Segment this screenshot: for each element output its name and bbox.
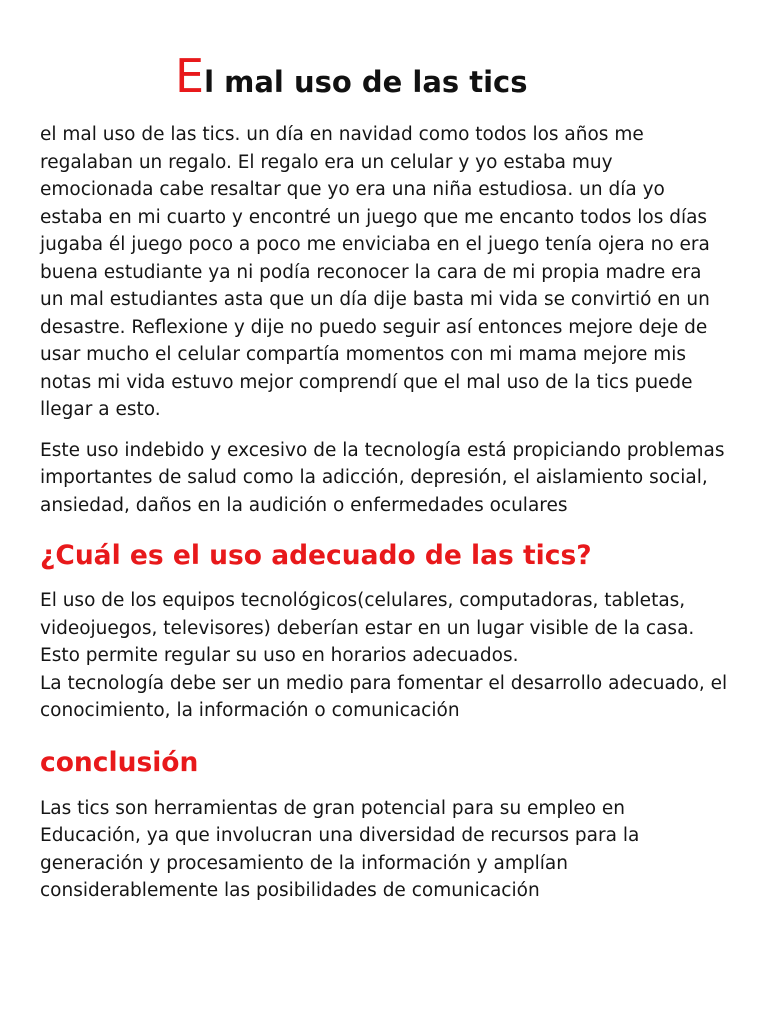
section-heading-conclusion: conclusión (40, 746, 199, 778)
section-heading-proper-use: ¿Cuál es el uso adecuado de las tics? (40, 540, 592, 571)
proper-use-paragraph (40, 587, 730, 725)
story-paragraph: el mal uso de las tics. un día en navidad como todos los años me regalaban un regalo. El regalo era un celular y yo estaba muy emocionada cabe resaltar que yo era una niña estudiosa. un día yo estaba en mi cuarto y encontré un juego que me encanto todos los días jugaba él juego poco a poco me enviciaba en el juego tenía ojera no era buena estudiante ya ni podía reconocer la cara de mi propia madre era un mal estudiantes asta que un día dije basta mi vida se convirtió en un desastre. Reflexione y dije no puedo seguir así entonces mejore deje de usar mucho el celular compartía momentos con mi mama mejore mis notas mi vida estuvo mejor comprendí que el mal uso de la tics puede llegar a esto. (40, 124, 710, 420)
proper-use-text-line-a: El uso de los equipos tecnológicos(celulares, computadoras, tabletas, videojuegos, televisores) deberían estar en un lugar visible de la casa. Esto permite regular su uso en horarios adecuados. (40, 590, 695, 666)
title-initial-letter: E (175, 49, 205, 103)
document-page (40, 44, 730, 905)
proper-use-text-line-b: La tecnología debe ser un medio para fomentar el desarrollo adecuado, el conocimiento, la información o comunicación (40, 672, 728, 721)
health-problems-paragraph: Este uso indebido y excesivo de la tecnología está propiciando problemas importantes de salud como la adicción, depresión, el aislamiento social, ansiedad, daños en la audición o enfermedades oculares (40, 439, 725, 516)
document-title (175, 44, 730, 108)
title-text: l mal uso de las tics (204, 65, 528, 99)
conclusion-paragraph: Las tics son herramientas de gran potencial para su empleo en Educación, ya que involucran una diversidad de recursos para la generación y procesamiento de la información y amplían considerablemente las posibilidades de comunicación (40, 797, 640, 901)
